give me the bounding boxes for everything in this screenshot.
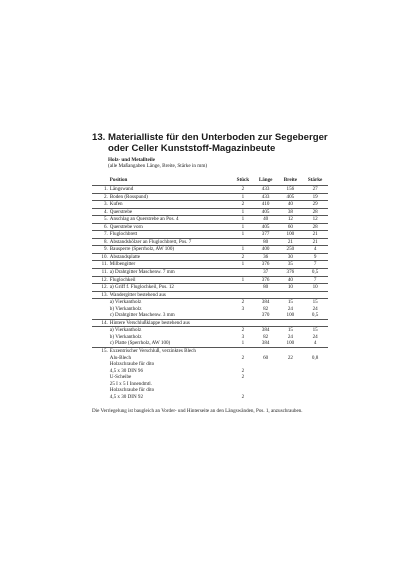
header-stueck: Stück	[236, 177, 250, 184]
cell-laenge: 82	[263, 333, 269, 340]
cell-stueck: 3	[241, 333, 245, 340]
document-content	[92, 132, 328, 415]
cell-staerke	[302, 291, 328, 299]
cell-breite: 60	[278, 223, 302, 231]
header-laenge: Länge	[258, 177, 273, 184]
footer-note: Die Verriegelung ist baugleich an Vorder- und Hinterseite an den Längswänden, Pos. 1, anzuschrauben.	[92, 408, 303, 415]
cell-index	[92, 327, 110, 334]
cell-position: b) Vierkantholz	[109, 305, 142, 312]
cell-stueck: 1	[233, 261, 253, 269]
cell-staerke: 0,5	[311, 312, 319, 319]
cell-position: 25 I x 5 I Innendmtl.	[109, 380, 152, 387]
cell-position: 4,5 x 30 DIN 96	[109, 367, 144, 374]
cell-position: Abstandsplatte	[110, 253, 233, 261]
cell-stueck: 1	[233, 276, 253, 284]
table-row	[92, 394, 328, 401]
cell-position: Fluglochbrett	[110, 231, 233, 239]
cell-laenge: 377	[253, 231, 279, 239]
cell-index: 11.	[92, 261, 110, 269]
cell-position: Bausperre (Sperrholz, AW 100)	[110, 246, 233, 254]
cell-breite: 12	[278, 216, 302, 224]
cell-laenge: 384	[253, 299, 279, 306]
table-row	[92, 208, 328, 216]
table-row	[92, 319, 328, 327]
cell-breite: 10	[278, 284, 302, 292]
cell-index: 12.	[92, 276, 110, 284]
cell-staerke: 4	[313, 340, 317, 347]
table-row	[92, 253, 328, 261]
cell-index: 3.	[92, 201, 110, 209]
header-index	[92, 177, 110, 185]
cell-stueck	[233, 291, 253, 299]
cell-position: a) Griff f. Fluglochkeil, Pos. 12	[110, 284, 233, 292]
cell-index: 12.	[92, 284, 110, 292]
cell-breite: 405	[278, 193, 302, 201]
cell-laenge: 376	[253, 276, 279, 284]
cell-stueck: 2	[233, 327, 253, 334]
table-row	[92, 246, 328, 254]
cell-index	[92, 394, 110, 401]
table-row	[92, 340, 328, 347]
cell-stueck: 2	[241, 393, 245, 400]
cell-staerke: 19	[302, 193, 328, 201]
cell-staerke: 0,8	[311, 354, 319, 361]
title-line-2: oder Celler Kunststoff-Magazinbeute	[108, 143, 276, 154]
cell-laenge: 405	[253, 223, 279, 231]
title-line-1: Materialliste für den Unterboden zur Segeberger	[108, 132, 328, 143]
cell-staerke: 28	[302, 208, 328, 216]
cell-stueck: 1	[233, 193, 253, 201]
cell-position: Wandergitter bestehend aus	[110, 291, 233, 299]
cell-index: 7.	[92, 231, 110, 239]
cell-breite: 40	[278, 276, 302, 284]
cell-stueck	[233, 284, 253, 292]
cell-stueck: 1	[233, 246, 253, 254]
cell-breite: 24	[287, 333, 293, 340]
cell-staerke: 24	[312, 305, 318, 312]
cell-index: 11.	[92, 268, 110, 276]
cell-breite: 376	[278, 268, 302, 276]
cell-position: Hintere Verschlußklappe bestehend aus	[110, 319, 233, 327]
cell-position: Alu-Blech	[109, 354, 131, 361]
table-header-row	[92, 177, 328, 185]
table-row	[92, 193, 328, 201]
cell-staerke: 27	[302, 185, 328, 193]
cell-staerke: 24	[312, 333, 318, 340]
cell-stueck	[233, 347, 253, 354]
cell-staerke: 7	[302, 261, 328, 269]
title-number: 13.	[92, 132, 106, 143]
cell-stueck: 2	[233, 253, 253, 261]
cell-laenge: 376	[253, 261, 279, 269]
cell-laenge: 405	[253, 208, 279, 216]
cell-breite: 22	[287, 354, 293, 361]
cell-stueck: 2	[241, 367, 245, 374]
cell-staerke: 4	[302, 246, 328, 254]
cell-staerke	[302, 394, 328, 401]
table-row	[92, 284, 328, 292]
cell-position: Längswand	[110, 185, 233, 193]
cell-staerke: 28	[302, 223, 328, 231]
cell-position: b) Vierkantholz	[109, 333, 142, 340]
cell-stueck	[233, 238, 253, 246]
cell-laenge	[253, 291, 279, 299]
cell-stueck: 2	[233, 185, 253, 193]
cell-laenge: 80	[253, 238, 279, 246]
cell-laenge: 384	[253, 327, 279, 334]
cell-staerke: 9	[302, 253, 328, 261]
cell-staerke: 21	[302, 238, 328, 246]
cell-breite	[278, 291, 302, 299]
cell-index: 13.	[92, 291, 110, 299]
cell-index: 5.	[92, 216, 110, 224]
cell-index: 10.	[92, 253, 110, 261]
table-row	[92, 327, 328, 334]
cell-breite: 250	[278, 246, 302, 254]
cell-position: Querstrebe vorn	[110, 223, 233, 231]
cell-laenge: 80	[253, 284, 279, 292]
table-row	[92, 291, 328, 299]
cell-laenge: 384	[261, 340, 270, 347]
subheading-note: (alle Maßangaben Länge, Breite, Stärke in mm)	[108, 163, 208, 170]
table-row	[92, 261, 328, 269]
cell-position: a) Vierkantholz	[110, 327, 233, 334]
cell-breite: 35	[278, 261, 302, 269]
cell-laenge: 40	[253, 216, 279, 224]
cell-staerke	[302, 319, 328, 327]
table-row	[92, 347, 328, 354]
cell-laenge: 37	[253, 268, 279, 276]
cell-index: 14.	[92, 319, 110, 327]
cell-laenge: 400	[253, 246, 279, 254]
cell-index	[92, 340, 110, 347]
cell-staerke: 10	[302, 284, 328, 292]
cell-staerke: 15	[302, 327, 328, 334]
cell-index: 2.	[92, 193, 110, 201]
subheading	[92, 157, 328, 169]
table-row	[92, 312, 328, 319]
header-position: Position	[109, 177, 128, 184]
cell-staerke: 15	[302, 299, 328, 306]
cell-position: Holzschraube für dito	[109, 387, 155, 394]
cell-breite	[278, 394, 302, 401]
subheading-text: Holz- und Metallteile	[108, 157, 155, 163]
cell-stueck: 2	[241, 354, 245, 361]
cell-breite: 156	[278, 185, 302, 193]
cell-index: 15.	[92, 347, 110, 354]
table-row	[92, 231, 328, 239]
cell-laenge	[253, 394, 279, 401]
cell-laenge: 433	[253, 193, 279, 201]
cell-breite: 21	[278, 238, 302, 246]
header-staerke: Stärke	[307, 177, 323, 184]
cell-breite: 40	[278, 201, 302, 209]
cell-stueck: 1	[233, 223, 253, 231]
cell-stueck: 1	[241, 340, 245, 347]
cell-position: c) Drahtgitter Maschenw. 3 mm	[109, 312, 175, 319]
cell-position: c) Platte (Sperrholz, AW 100)	[109, 340, 171, 347]
page-title	[92, 132, 328, 154]
cell-laenge: 410	[253, 201, 279, 209]
header-breite: Breite	[283, 177, 297, 184]
cell-breite: 38	[278, 208, 302, 216]
cell-position: Boden (Rosspund)	[110, 193, 233, 201]
cell-staerke: 29	[302, 201, 328, 209]
cell-position: a) Drahtgitter Maschenw. 7 mm	[110, 268, 233, 276]
cell-stueck	[233, 312, 253, 319]
cell-staerke: 7	[302, 276, 328, 284]
cell-position: Kufen	[110, 201, 233, 209]
cell-index: 4.	[92, 208, 110, 216]
cell-laenge: 82	[263, 305, 269, 312]
cell-stueck	[233, 268, 253, 276]
cell-laenge	[253, 347, 279, 354]
cell-stueck: 1	[233, 231, 253, 239]
cell-index	[92, 299, 110, 306]
cell-breite: 100	[286, 312, 295, 319]
cell-position: Fluglochkeil	[110, 276, 233, 284]
cell-position: Abstandshölzer an Fluglochbrett, Pos. 7	[110, 238, 233, 246]
cell-breite	[278, 319, 302, 327]
cell-index: 9.	[92, 246, 110, 254]
materials-table	[92, 177, 328, 400]
cell-staerke: 12	[302, 216, 328, 224]
table-row	[92, 185, 328, 193]
table-row	[92, 223, 328, 231]
cell-stueck: 2	[241, 374, 245, 381]
cell-index	[92, 312, 110, 319]
cell-laenge: 433	[253, 185, 279, 193]
cell-stueck: 3	[241, 305, 245, 312]
cell-index: 6.	[92, 223, 110, 231]
table-row	[92, 299, 328, 306]
table-row	[92, 201, 328, 209]
cell-breite: 100	[286, 340, 295, 347]
cell-laenge	[253, 319, 279, 327]
cell-breite: 100	[278, 231, 302, 239]
cell-position: Holzschraube für dito	[109, 361, 155, 368]
cell-index: 1.	[92, 185, 110, 193]
cell-position: Querstrebe	[110, 208, 233, 216]
cell-staerke: 21	[302, 231, 328, 239]
cell-staerke: 0,5	[302, 268, 328, 276]
cell-staerke	[302, 347, 328, 354]
cell-stueck: 2	[233, 299, 253, 306]
cell-breite: 24	[287, 305, 293, 312]
cell-index: 8.	[92, 238, 110, 246]
cell-position: Anschlag an Querstrebe an Pos. 4	[110, 216, 233, 224]
cell-breite: 30	[278, 253, 302, 261]
cell-breite	[278, 347, 302, 354]
cell-stueck: 1	[233, 208, 253, 216]
table-row	[92, 216, 328, 224]
table-row	[92, 276, 328, 284]
table-row	[92, 238, 328, 246]
cell-position: Exzentrischer Verschluß, verzinktes Blech	[110, 347, 233, 354]
cell-breite: 15	[278, 299, 302, 306]
table-row	[92, 268, 328, 276]
cell-stueck	[233, 319, 253, 327]
cell-position: Milbengitter	[110, 261, 233, 269]
cell-position: 4,5 x 30 DIN 92	[109, 393, 144, 400]
cell-position: a) Vierkantholz	[110, 299, 233, 306]
cell-breite: 15	[278, 327, 302, 334]
cell-stueck: 1	[233, 216, 253, 224]
cell-laenge: 36	[253, 253, 279, 261]
cell-stueck: 2	[233, 201, 253, 209]
cell-position: U-Scheibe	[109, 374, 132, 381]
cell-laenge: 60	[263, 354, 269, 361]
cell-laenge: 370	[261, 312, 270, 319]
materials-table-body	[92, 185, 328, 400]
